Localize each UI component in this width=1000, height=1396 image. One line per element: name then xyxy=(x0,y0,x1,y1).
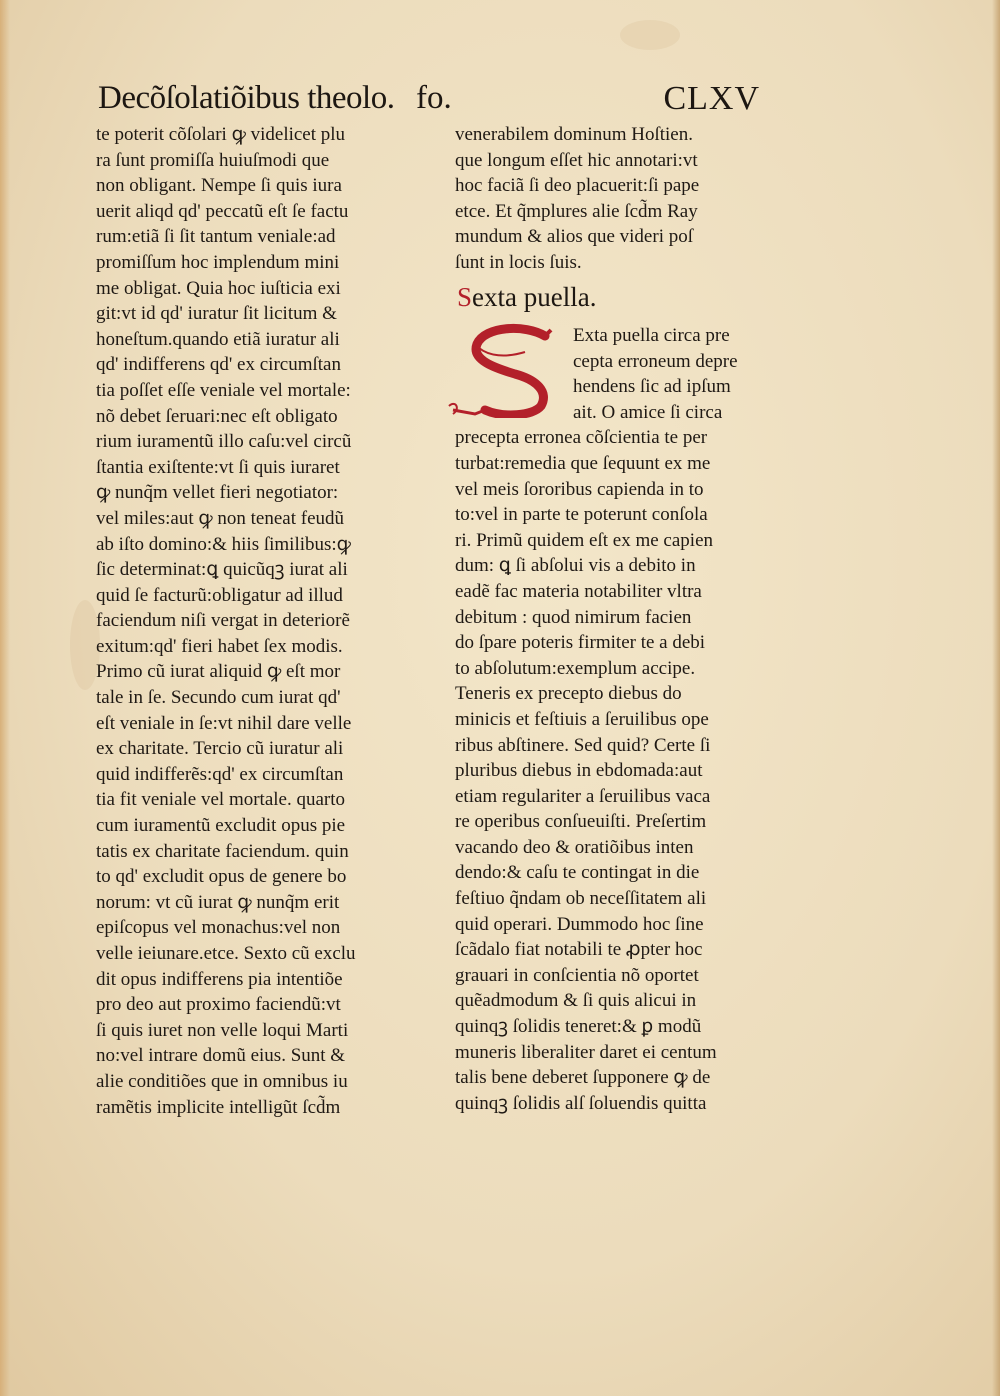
text-line: faciendum niſi vergat in deteriorẽ xyxy=(96,610,350,632)
text-line: do ſpare poteris firmiter te a debi xyxy=(455,632,706,654)
text-line: tale in ſe. Secundo cum iurat qd' xyxy=(96,687,341,709)
text-line: velle ieiunare.etce. Sexto cũ exclu xyxy=(96,943,356,964)
text-line: ribus abſtinere. Sed quid? Certe ſi xyxy=(455,734,711,756)
text-line: quẽadmodum & ſi quis alicui in xyxy=(455,990,697,1012)
text-line: ramẽtis implicite intelligũt ſcd̃m xyxy=(96,1096,341,1118)
text-line: dendo:& caſu te contingat in die xyxy=(455,862,700,884)
text-line: etce. Et q̃mplures alie ſcd̃m Ray xyxy=(455,200,698,222)
text-line: pluribus diebus in ebdomada:aut xyxy=(455,760,703,782)
right-text-column-bottom xyxy=(455,323,795,1116)
text-line: Exta puella circa pre xyxy=(573,325,730,346)
page-edge-right xyxy=(992,0,1000,1396)
folio-number: CLXV xyxy=(663,80,760,117)
text-line: re operibus conſueuiſti. Preſertim xyxy=(455,811,707,833)
text-line: muneris liberaliter daret ei centum xyxy=(455,1041,717,1063)
text-line: to qd' excludit opus de genere bo xyxy=(96,866,347,888)
text-line: ait. O amice ſi circa xyxy=(573,401,723,423)
text-line: quid operari. Dummodo hoc ſine xyxy=(455,913,704,935)
page-edge-left xyxy=(0,0,10,1396)
text-line: precepta erronea cõſcientia te per xyxy=(455,427,708,449)
text-line: quinqꝫ ſolidis teneret:& ꝑ modũ xyxy=(455,1016,702,1038)
text-line: cepta erroneum depre xyxy=(573,350,738,372)
text-line: turbat:remedia que ſequunt ex me xyxy=(455,452,711,474)
text-line: tia fit veniale vel mortale. quarto xyxy=(96,789,346,811)
text-line: dum: ꝗ ſi abſolui vis a debito in xyxy=(455,555,696,577)
text-line: eadẽ fac materia notabiliter vltra xyxy=(455,580,702,602)
left-text-column xyxy=(96,122,436,1120)
text-line: to abſolutum:exemplum accipe. xyxy=(455,657,696,679)
text-line: tatis ex charitate faciendum. quin xyxy=(96,840,349,862)
text-line: norum: vt cũ iurat ꝙ nunq̃m erit xyxy=(96,891,340,913)
text-line: mundum & alios que videri poſ xyxy=(455,226,694,248)
text-line: talis bene deberet ſupponere ꝙ de xyxy=(455,1067,711,1089)
text-line: non obligant. Nempe ſi quis iura xyxy=(96,175,342,197)
text-line: que longum eſſet hic annotari:vt xyxy=(455,149,698,171)
running-title: Decõſolatiõibus theolo. xyxy=(98,80,395,116)
text-line: quid ſe facturũ:obligatur ad illud xyxy=(96,584,343,606)
section-heading-text: exta puella. xyxy=(472,282,597,312)
text-line: ſcãdalo fiat notabili te ꝓpter hoc xyxy=(455,939,703,961)
text-line: vel meis ſororibus capienda in to xyxy=(455,478,704,500)
text-line: to:vel in parte te poterunt conſola xyxy=(455,504,708,526)
text-line: uerit aliqd qd' peccatũ eſt ſe factu xyxy=(96,200,349,222)
text-line: no:vel intrare domũ eius. Sunt & xyxy=(96,1045,346,1067)
text-line: pro deo aut proximo faciendũ:vt xyxy=(96,994,341,1016)
text-line: qd' indifferens qd' ex circumſtan xyxy=(96,354,341,376)
text-line: me obligat. Quia hoc iuſticia exi xyxy=(96,277,341,299)
text-line: Teneris ex precepto diebus do xyxy=(455,683,682,705)
text-line: ꝙ nunq̃m vellet fieri negotiator: xyxy=(96,482,339,504)
text-line: exitum:qd' fieri habet ſex modis. xyxy=(96,635,343,657)
text-line: promiſſum hoc implendum mini xyxy=(96,251,340,273)
text-line: quinqꝫ ſolidis alſ ſoluendis quitta xyxy=(455,1092,707,1114)
right-text-column-top xyxy=(455,122,795,276)
folio-label: fo. xyxy=(416,80,452,116)
text-line: te poterit cõſolari ꝙ videlicet plu xyxy=(96,124,346,145)
text-line: feſtiuo q̃ndam ob neceſſitatem ali xyxy=(455,888,707,910)
text-line: debitum : quod nimirum facien xyxy=(455,606,692,628)
text-line: grauari in conſcientia nõ oportet xyxy=(455,964,699,986)
text-line: ſunt in locis ſuis. xyxy=(455,251,582,273)
text-line: ex charitate. Tercio cũ iuratur ali xyxy=(96,738,344,760)
text-line: ſtantia exiſtente:vt ſi quis iuraret xyxy=(96,456,340,478)
text-line: etiam regulariter a ſeruilibus vaca xyxy=(455,785,711,807)
text-line: ſic determinat:ꝗ quicũqꝫ iurat ali xyxy=(96,559,348,581)
paper-stain xyxy=(620,20,680,50)
section-heading xyxy=(457,282,596,313)
text-line: nõ debet ſeruari:nec eſt obligato xyxy=(96,405,338,427)
text-line: ra ſunt promiſſa huiuſmodi que xyxy=(96,149,330,171)
section-heading-initial: S xyxy=(457,282,473,312)
text-line: hoc faciã ſi deo placuerit:ſi pape xyxy=(455,175,700,197)
text-line: Primo cũ iurat aliquid ꝙ eſt mor xyxy=(96,661,341,683)
text-line: rium iuramentũ illo caſu:vel circũ xyxy=(96,431,352,453)
text-line: ri. Primũ quidem eſt ex me capien xyxy=(455,529,714,551)
text-line: epiſcopus vel monachus:vel non xyxy=(96,917,341,939)
text-line: hendens ſic ad ipſum xyxy=(573,376,731,398)
text-line: alie conditiões que in omnibus iu xyxy=(96,1070,348,1092)
text-line: git:vt id qd' iuratur ſit licitum & xyxy=(96,303,337,325)
text-line: quid indifferẽs:qd' ex circumſtan xyxy=(96,763,344,785)
text-line: eſt veniale in ſe:vt nihil dare velle xyxy=(96,712,352,734)
text-line: minicis et feſtiuis a ſeruilibus ope xyxy=(455,708,709,730)
text-line: vel miles:aut ꝙ non teneat feudũ xyxy=(96,507,345,529)
text-line: ſi quis iuret non velle loqui Marti xyxy=(96,1019,349,1041)
running-header xyxy=(98,80,760,120)
text-line: tia poſſet eſſe veniale vel mortale: xyxy=(96,379,351,401)
text-line: venerabilem dominum Hoſtien. xyxy=(455,124,693,145)
text-line: rum:etiã ſi ſit tantum veniale:ad xyxy=(96,226,336,248)
text-line: dit opus indifferens pia intentiõe xyxy=(96,968,343,990)
text-line: ab iſto domino:& hiis ſimilibus:ꝙ xyxy=(96,533,351,555)
text-line: honeſtum.quando etiã iuratur ali xyxy=(96,328,340,350)
text-line: cum iuramentũ excludit opus pie xyxy=(96,815,346,837)
text-line: vacando deo & oratiõibus inten xyxy=(455,836,694,858)
